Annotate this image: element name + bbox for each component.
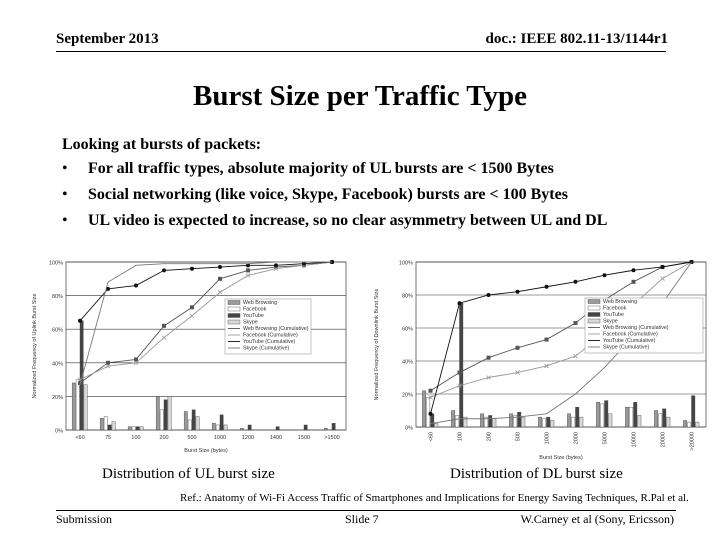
dl-legend-label: Facebook bbox=[603, 305, 627, 312]
header-divider bbox=[56, 51, 666, 52]
ul-line-point bbox=[78, 319, 82, 323]
dl-bar bbox=[658, 414, 661, 427]
ul-bar bbox=[220, 415, 223, 430]
ul-bar bbox=[160, 410, 163, 430]
dl-bar bbox=[600, 404, 603, 427]
dl-bar bbox=[605, 401, 608, 427]
ul-line-point bbox=[274, 263, 278, 267]
bullet-item bbox=[62, 186, 607, 212]
dl-legend-swatch bbox=[588, 313, 600, 317]
bullet-item bbox=[62, 212, 607, 238]
ul-line-point bbox=[218, 277, 222, 281]
ul-bar bbox=[196, 417, 199, 430]
dl-bar bbox=[687, 422, 690, 427]
ul-bar bbox=[184, 412, 187, 430]
bullet-text: Social networking (like voice, Skype, Facebook) bursts are < 100 Bytes bbox=[88, 186, 568, 203]
dl-bar bbox=[480, 414, 483, 427]
dl-bar bbox=[460, 303, 463, 427]
dl-x-tick-label: 2000 bbox=[573, 432, 580, 445]
ul-y-tick-label: 40% bbox=[51, 361, 63, 368]
dl-line-point bbox=[603, 273, 607, 277]
dl-line-point bbox=[574, 321, 578, 325]
dl-bar bbox=[547, 417, 550, 427]
dl-legend-swatch bbox=[588, 306, 600, 310]
ul-bar bbox=[168, 396, 171, 430]
dl-y-tick-label: 100% bbox=[398, 260, 413, 267]
dl-burst-chart bbox=[370, 255, 712, 461]
dl-bar bbox=[625, 407, 628, 427]
dl-x-tick-label: 20000 bbox=[660, 432, 667, 448]
dl-legend-label: YouTube (Cumulative) bbox=[603, 338, 656, 344]
dl-bar bbox=[696, 422, 699, 427]
dl-line-point bbox=[661, 265, 665, 269]
ul-bar bbox=[108, 425, 111, 430]
ul-bar bbox=[304, 425, 307, 430]
ul-legend-label: Facebook bbox=[243, 306, 267, 313]
dl-line-point bbox=[458, 371, 462, 375]
ul-legend-label: Skype bbox=[243, 319, 258, 326]
bullet-item bbox=[62, 160, 607, 186]
dl-line-point bbox=[545, 285, 549, 289]
ul-bar bbox=[104, 417, 107, 430]
ul-legend-swatch bbox=[228, 320, 240, 324]
ul-bar bbox=[76, 380, 79, 430]
ul-bar bbox=[132, 427, 135, 430]
ul-x-tick-label: >1500 bbox=[324, 435, 340, 441]
ul-line-point bbox=[190, 267, 194, 271]
dl-x-tick-label: 100 bbox=[457, 432, 464, 442]
ul-x-axis-label: Burst Size (bytes) bbox=[184, 448, 228, 454]
dl-bar bbox=[451, 411, 454, 428]
ul-x-tick-label: 1200 bbox=[241, 435, 255, 441]
ul-legend-label: YouTube bbox=[243, 313, 264, 319]
dl-x-tick-label: <60 bbox=[428, 432, 435, 442]
dl-line-point bbox=[458, 301, 462, 305]
dl-line-point bbox=[516, 346, 520, 350]
dl-bar bbox=[435, 424, 438, 427]
ul-line-point bbox=[162, 268, 166, 272]
footer-authors: W.Carney et al (Sony, Ericsson) bbox=[520, 512, 674, 526]
dl-y-tick-label: 40% bbox=[401, 359, 413, 366]
dl-x-tick-label: 5000 bbox=[602, 432, 609, 445]
ul-bar bbox=[84, 385, 87, 430]
ul-legend-label: Web Browsing (Cumulative) bbox=[243, 326, 309, 332]
reference-text: Ref.: Anatomy of Wi-Fi Access Traffic of Smartphones and Implications for Energy Saving Techniques, R.Pal et al. bbox=[180, 492, 689, 504]
dl-y-tick-label: 60% bbox=[401, 326, 413, 333]
ul-y-tick-label: 60% bbox=[51, 327, 63, 334]
dl-x-tick-label: >20000 bbox=[689, 432, 696, 451]
ul-y-axis-label: Normalized Frequency of Uplink Burst Size bbox=[32, 293, 38, 399]
ul-x-tick-label: 1000 bbox=[213, 435, 227, 441]
dl-bar bbox=[493, 419, 496, 427]
dl-bar bbox=[663, 409, 666, 427]
dl-bar bbox=[667, 417, 670, 427]
dl-y-tick-label: 80% bbox=[401, 293, 413, 300]
bullet-icon: • bbox=[62, 186, 68, 203]
dl-bar bbox=[567, 414, 570, 427]
bullet-text: UL video is expected to increase, so no clear asymmetry between UL and DL bbox=[88, 212, 608, 229]
dl-x-tick-label: 1000 bbox=[544, 432, 551, 445]
dl-legend-swatch bbox=[588, 319, 600, 323]
dl-legend-label: Web Browsing bbox=[603, 299, 638, 305]
dl-y-tick-label: 20% bbox=[401, 392, 413, 399]
ul-line-point bbox=[190, 305, 194, 309]
ul-bar bbox=[192, 410, 195, 430]
dl-line-point bbox=[429, 412, 433, 416]
dl-line-point bbox=[487, 293, 491, 297]
dl-bar bbox=[634, 402, 637, 427]
dl-x-tick-label: 500 bbox=[515, 432, 522, 442]
ul-x-tick-label: 200 bbox=[159, 435, 169, 441]
bullet-icon: • bbox=[62, 212, 68, 229]
bullet-text: For all traffic types, absolute majority of UL bursts are < 1500 Bytes bbox=[88, 160, 554, 177]
ul-legend-swatch bbox=[228, 307, 240, 311]
dl-y-tick-label: 0% bbox=[405, 425, 413, 432]
ul-line-point bbox=[162, 324, 166, 328]
ul-legend-label: Web Browsing bbox=[243, 300, 278, 306]
ul-bar bbox=[324, 428, 327, 430]
dl-legend-label: Skype bbox=[603, 318, 618, 325]
dl-bar bbox=[609, 414, 612, 427]
dl-legend-swatch bbox=[588, 300, 600, 304]
ul-legend-label: Facebook (Cumulative) bbox=[243, 332, 298, 339]
dl-line-point bbox=[632, 268, 636, 272]
ul-y-tick-label: 100% bbox=[48, 260, 63, 267]
dl-bar bbox=[538, 417, 541, 427]
ul-bar bbox=[112, 422, 115, 430]
ul-bar bbox=[156, 396, 159, 430]
dl-legend-label: YouTube bbox=[603, 312, 624, 318]
dl-bar bbox=[542, 419, 545, 427]
ul-legend-swatch bbox=[228, 301, 240, 305]
ul-bar bbox=[188, 420, 191, 430]
dl-bar bbox=[683, 420, 686, 427]
ul-y-tick-label: 20% bbox=[51, 394, 63, 401]
ul-bar bbox=[248, 425, 251, 430]
dl-line-point bbox=[487, 356, 491, 360]
ul-x-tick-label: <60 bbox=[75, 435, 85, 441]
dl-y-axis-label: Normalized Frequency of Downlink Burst Size bbox=[374, 288, 380, 401]
dl-bar bbox=[692, 396, 695, 427]
ul-line-point bbox=[246, 268, 250, 272]
ul-bar bbox=[240, 428, 243, 430]
ul-bar bbox=[276, 427, 279, 430]
ul-line-point bbox=[134, 284, 138, 288]
dl-line-point bbox=[632, 280, 636, 284]
footer-slide-number: Slide 7 bbox=[345, 512, 379, 526]
dl-bar bbox=[509, 414, 512, 427]
dl-line-point bbox=[545, 338, 549, 342]
ul-bar bbox=[72, 383, 75, 430]
intro-text: Looking at bursts of packets: bbox=[62, 136, 262, 153]
ul-x-tick-label: 75 bbox=[104, 435, 112, 441]
ul-x-tick-label: 1500 bbox=[297, 435, 311, 441]
ul-bar bbox=[216, 425, 219, 430]
ul-legend-label: YouTube (Cumulative) bbox=[243, 339, 296, 345]
dl-x-tick-label: 10000 bbox=[631, 432, 638, 448]
dl-chart-caption: Distribution of DL burst size bbox=[450, 466, 623, 482]
dl-bar bbox=[422, 391, 425, 427]
dl-bar bbox=[489, 415, 492, 427]
dl-bar bbox=[576, 407, 579, 427]
dl-line-point bbox=[429, 389, 433, 393]
dl-line-point bbox=[574, 280, 578, 284]
ul-bar bbox=[332, 423, 335, 430]
dl-bar bbox=[518, 412, 521, 427]
dl-bar bbox=[431, 414, 434, 427]
dl-legend-label: Skype (Cumulative) bbox=[603, 344, 650, 351]
dl-legend-label: Facebook (Cumulative) bbox=[603, 331, 658, 338]
ul-x-tick-label: 1400 bbox=[269, 435, 283, 441]
bullet-list bbox=[62, 160, 607, 238]
footer-submission: Submission bbox=[56, 512, 113, 526]
ul-bar bbox=[136, 427, 139, 430]
ul-burst-chart bbox=[28, 255, 354, 461]
ul-x-tick-label: 100 bbox=[131, 435, 141, 441]
footer-divider bbox=[56, 510, 676, 511]
ul-x-tick-label: 500 bbox=[187, 435, 197, 441]
ul-bar bbox=[164, 400, 167, 430]
dl-bar bbox=[654, 411, 657, 428]
ul-y-tick-label: 0% bbox=[55, 428, 63, 435]
slide-title: Burst Size per Traffic Type bbox=[192, 80, 527, 112]
dl-bar bbox=[522, 417, 525, 427]
dl-bar bbox=[638, 415, 641, 427]
ul-legend-label: Skype (Cumulative) bbox=[243, 345, 290, 352]
dl-bar bbox=[580, 417, 583, 427]
dl-legend-label: Web Browsing (Cumulative) bbox=[603, 325, 669, 331]
header-doc-id: doc.: IEEE 802.11-13/1144r1 bbox=[485, 31, 668, 47]
ul-legend-swatch bbox=[228, 314, 240, 318]
ul-bar bbox=[212, 423, 215, 430]
dl-bar bbox=[455, 415, 458, 427]
ul-chart-caption: Distribution of UL burst size bbox=[102, 466, 275, 482]
dl-x-axis-label: Burst Size (bytes) bbox=[539, 455, 583, 461]
header-date: September 2013 bbox=[56, 31, 159, 47]
dl-bar bbox=[571, 417, 574, 427]
ul-bar bbox=[140, 427, 143, 430]
dl-bar bbox=[629, 407, 632, 427]
ul-bar bbox=[128, 427, 131, 430]
dl-bar bbox=[596, 402, 599, 427]
dl-x-tick-label: 200 bbox=[486, 432, 493, 442]
bullet-icon: • bbox=[62, 160, 68, 177]
ul-bar bbox=[224, 425, 227, 430]
ul-y-tick-label: 80% bbox=[51, 294, 63, 301]
ul-bar bbox=[100, 418, 103, 430]
dl-line-point bbox=[516, 290, 520, 294]
dl-bar bbox=[551, 420, 554, 427]
ul-line-point bbox=[218, 265, 222, 269]
